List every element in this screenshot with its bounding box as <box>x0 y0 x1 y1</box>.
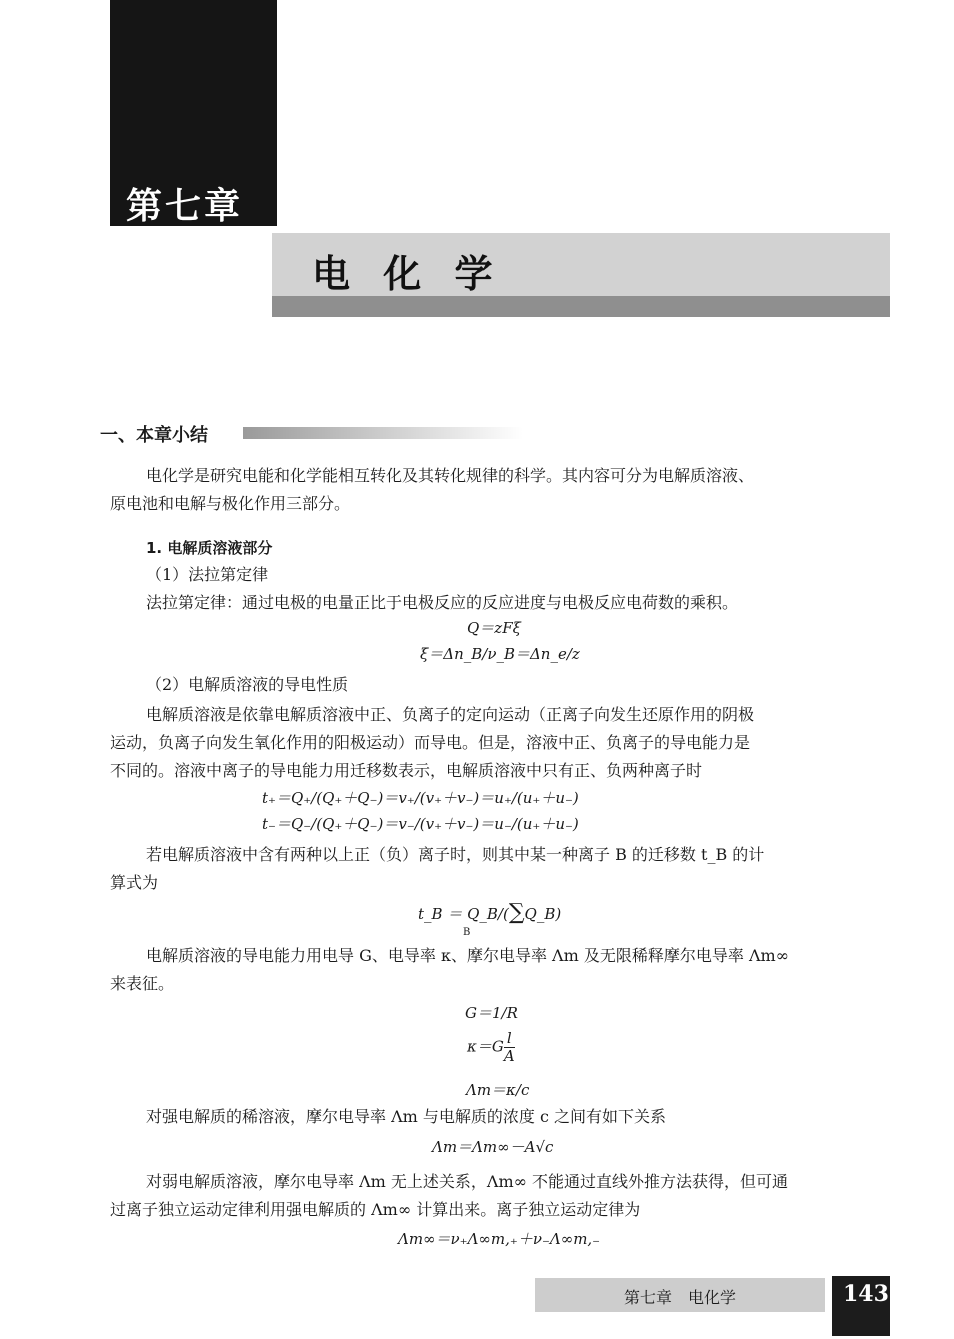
subsubsection-heading: （2）电解质溶液的导电性质 <box>146 675 349 694</box>
running-title: 第七章 电化学 <box>624 1288 737 1307</box>
chapter-label: 第七章 <box>126 186 244 227</box>
equation-conductance: G＝1/R <box>465 1004 518 1022</box>
equation-independent-migration: Λm∞＝ν₊Λ∞m,₊＋ν₋Λ∞m,₋ <box>398 1230 601 1248</box>
equation-conductivity-lhs: κ＝G <box>467 1037 504 1056</box>
chapter-title: 电 化 学 <box>312 252 503 296</box>
strong-electrolyte-text: 对强电解质的稀溶液，摩尔电导率 Λm 与电解质的浓度 c 之间有如下关系 <box>146 1107 667 1126</box>
summation-symbol: ∑ <box>508 900 525 925</box>
faraday-law-text: 法拉第定律：通过电极的电量正比于电极反应的反应进度与电极反应电荷数的乘积。 <box>146 593 739 612</box>
equation-transport-plus: t₊＝Q₊/(Q₊＋Q₋)＝v₊/(v₊＋v₋)＝u₊/(u₊＋u₋) <box>262 789 579 807</box>
conductance-paragraph-line-2: 来表征。 <box>110 974 175 993</box>
page-number: 143 <box>843 1281 889 1307</box>
multi-ion-paragraph-line-1: 若电解质溶液中含有两种以上正（负）离子时，则其中某一种离子 B 的迁移数 t_B 的计 <box>146 845 765 864</box>
section-heading-rule <box>243 427 523 439</box>
equation-kohlrausch: Λm＝Λm∞－A√c <box>432 1138 554 1156</box>
intro-paragraph-line-1: 电化学是研究电能和化学能相互转化及其转化规律的科学。其内容可分为电解质溶液、 <box>146 466 755 485</box>
equation-transport-b <box>418 900 562 925</box>
equation-charge: Q＝zFξ <box>467 619 521 637</box>
intro-paragraph-line-2: 原电池和电解与极化作用三部分。 <box>110 494 351 513</box>
equation-transport-b-rhs: Q_B) <box>524 905 562 923</box>
equation-transport-b-lhs: t_B ＝ Q_B/( <box>418 905 509 923</box>
subsection-heading: 1. 电解质溶液部分 <box>146 539 273 557</box>
fraction <box>504 1030 515 1065</box>
multi-ion-paragraph-line-2: 算式为 <box>110 873 159 892</box>
subsubsection-heading: （1）法拉第定律 <box>146 565 269 584</box>
conduction-paragraph-line-1: 电解质溶液是依靠电解质溶液中正、负离子的定向运动（正离子向发生还原作用的阴极 <box>146 705 755 724</box>
equation-transport-minus: t₋＝Q₋/(Q₊＋Q₋)＝v₋/(v₊＋v₋)＝u₋/(u₊＋u₋) <box>262 815 579 833</box>
equation-conductivity <box>467 1030 515 1065</box>
summation-index: B <box>463 927 471 938</box>
weak-electrolyte-line-1: 对弱电解质溶液，摩尔电导率 Λm 无上述关系，Λm∞ 不能通过直线外推方法获得，但可通 <box>146 1172 789 1191</box>
conductance-paragraph-line-1: 电解质溶液的导电能力用电导 G、电导率 κ、摩尔电导率 Λm 及无限稀释摩尔电导率 Λm∞ <box>146 946 789 965</box>
fraction-numerator: l <box>504 1030 515 1048</box>
weak-electrolyte-line-2: 过离子独立运动定律利用强电解质的 Λm∞ 计算出来。离子独立运动定律为 <box>110 1200 641 1219</box>
equation-extent: ξ＝Δn_B/ν_B＝Δn_e/z <box>420 645 580 663</box>
section-heading: 一、本章小结 <box>100 425 208 446</box>
chapter-title-strip <box>272 296 890 317</box>
equation-molar-conductivity: Λm＝κ/c <box>466 1081 530 1099</box>
conduction-paragraph-line-3: 不同的。溶液中离子的导电能力用迁移数表示，电解质溶液中只有正、负两种离子时 <box>110 761 703 780</box>
fraction-denominator: A <box>503 1047 515 1065</box>
conduction-paragraph-line-2: 运动，负离子向发生氧化作用的阳极运动）而导电。但是，溶液中正、负离子的导电能力是 <box>110 733 751 752</box>
